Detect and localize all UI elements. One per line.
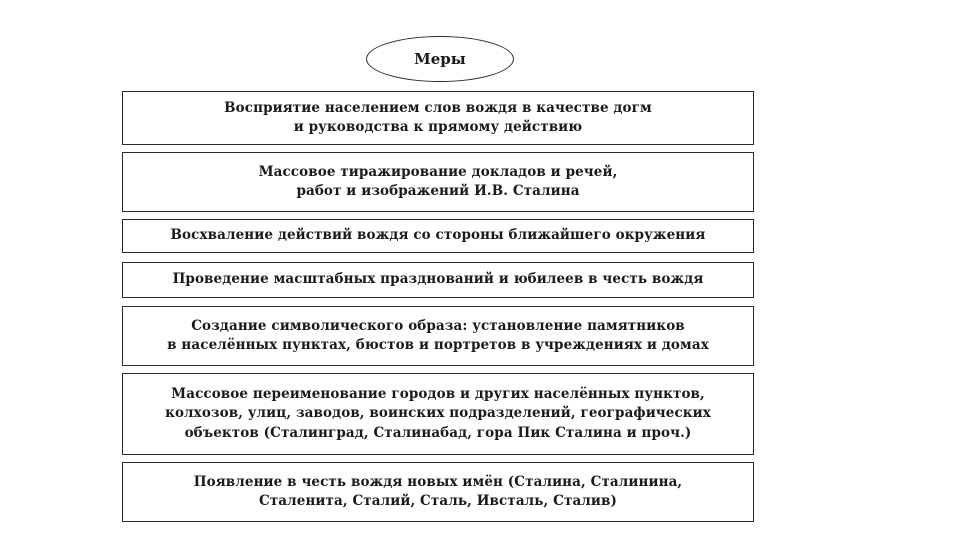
measure-text-6: Массовое переименование городов и других населённых пунктов, колхозов, улиц, заводов, воинских подразделений, географических объектов (Сталинград, Сталинабад, гора Пик Сталина и проч.): [165, 386, 711, 441]
measure-text-2: Массовое тиражирование докладов и речей, работ и изображений И.В. Сталина: [258, 163, 618, 199]
measure-text-1: Восприятие населением слов вождя в качестве догм и руководства к прямому действию: [224, 99, 652, 135]
measures-header-label: Меры: [414, 50, 466, 68]
measure-box-5: [122, 306, 754, 366]
measures-header-oval: [366, 36, 514, 82]
measure-box-1: [122, 91, 754, 145]
measure-text-5: Создание символического образа: установление памятников в населённых пунктах, бюстов и портретов в учреждениях и домах: [167, 317, 709, 353]
measure-box-4: [122, 262, 754, 298]
measure-box-3: [122, 219, 754, 253]
measure-box-2: [122, 152, 754, 212]
measure-text-3: Восхваление действий вождя со стороны ближайшего окружения: [170, 227, 706, 244]
measure-box-7: [122, 462, 754, 522]
measure-text-7: Появление в честь вождя новых имён (Сталина, Сталинина, Сталенита, Сталий, Сталь, Ивсталь, Сталив): [193, 473, 683, 509]
measure-text-4: Проведение масштабных празднований и юбилеев в честь вождя: [172, 271, 704, 288]
measure-box-6: [122, 373, 754, 455]
